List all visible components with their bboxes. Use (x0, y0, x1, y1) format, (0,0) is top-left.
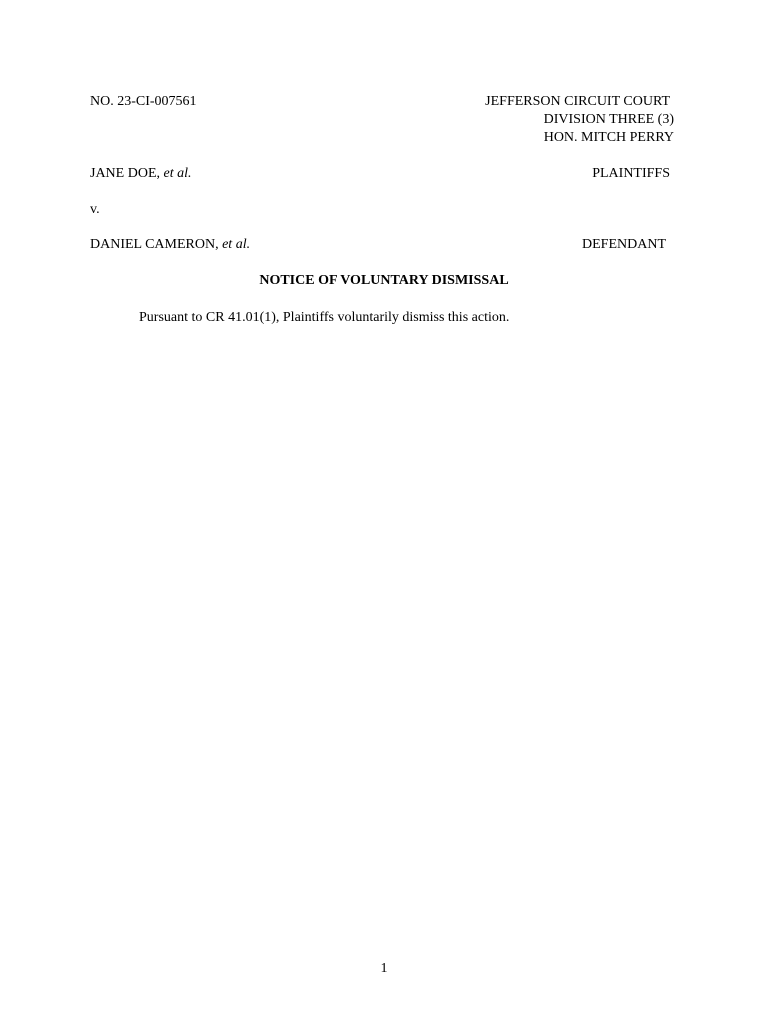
body-paragraph: Pursuant to CR 41.01(1), Plaintiffs voluntarily dismiss this action. (139, 310, 510, 325)
plaintiff-et-al: et al. (163, 166, 192, 181)
page-number: 1 (380, 961, 388, 976)
defendant-name: DANIEL CAMERON, (90, 237, 219, 252)
case-number: NO. 23-CI-007561 (90, 94, 197, 109)
plaintiff-role: PLAINTIFFS (592, 166, 670, 181)
document-title: NOTICE OF VOLUNTARY DISMISSAL (259, 273, 509, 288)
plaintiff-party (90, 165, 192, 183)
defendant-et-al: et al. (222, 237, 251, 252)
defendant-role: DEFENDANT (582, 237, 666, 252)
plaintiff-name: JANE DOE, (90, 166, 160, 181)
defendant-party (90, 236, 250, 254)
court-name: JEFFERSON CIRCUIT COURT (485, 94, 670, 109)
court-judge: HON. MITCH PERRY (543, 130, 674, 145)
court-division: DIVISION THREE (3) (543, 112, 674, 127)
versus-label: v. (90, 202, 100, 217)
